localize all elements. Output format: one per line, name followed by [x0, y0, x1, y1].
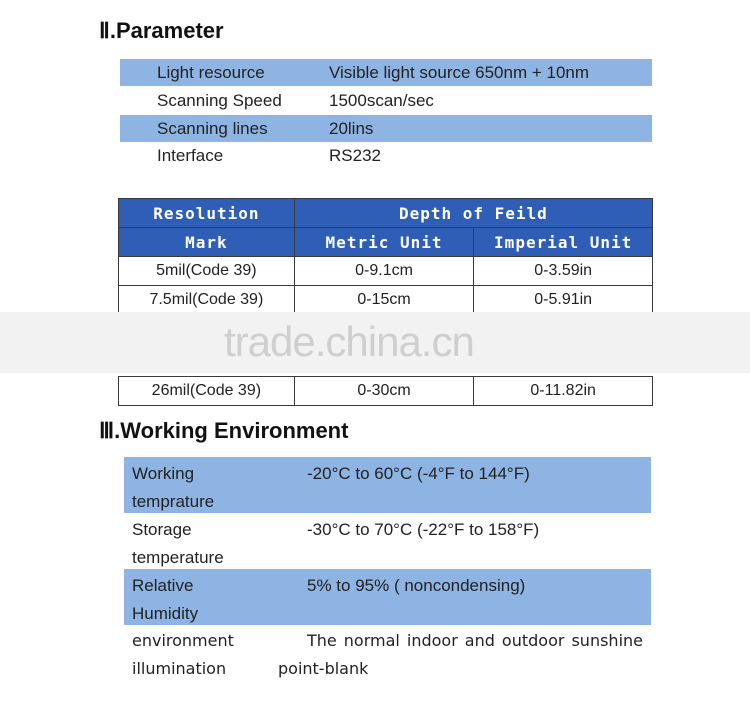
env-label-line2: temperature	[132, 548, 224, 567]
env-label-line1: Relative	[132, 576, 194, 595]
cell-metric: 0-30cm	[294, 377, 474, 406]
environment-heading: Ⅲ.Working Environment	[99, 418, 349, 443]
resolution-table	[118, 198, 653, 406]
cell-metric: 0-15cm	[294, 286, 474, 315]
param-value: 20lins	[329, 119, 374, 138]
param-row-light-resource	[120, 59, 652, 86]
watermark-text: trade.china.cn	[224, 318, 474, 365]
cell-imperial: 0-3.59in	[474, 257, 653, 286]
env-label-line1: environment	[132, 631, 234, 650]
header-resolution: Resolution	[119, 199, 295, 228]
param-label: Light resource	[157, 63, 265, 82]
cell-imperial: 0-5.91in	[474, 286, 653, 315]
env-value-line2: point-blank	[278, 659, 369, 678]
env-row-relative-humidity	[124, 569, 651, 625]
param-value: Visible light source 650nm + 10nm	[329, 63, 590, 82]
env-row-storage-temperature	[124, 513, 651, 569]
env-value-line1: The normal indoor and outdoor sunshine	[307, 631, 643, 650]
cell-mark: 7.5mil(Code 39)	[119, 286, 295, 315]
param-row-interface	[120, 142, 652, 169]
env-value: 5% to 95% ( noncondensing)	[307, 576, 526, 595]
cell-metric: 0-9.1cm	[294, 257, 474, 286]
cell-mark: 26mil(Code 39)	[119, 377, 295, 406]
env-label-line1: Storage	[132, 520, 192, 539]
env-label-line2: illumination	[132, 659, 227, 678]
param-value: 1500scan/sec	[329, 91, 434, 110]
param-label: Scanning lines	[157, 119, 268, 138]
table-row	[119, 286, 653, 315]
param-value: RS232	[329, 146, 381, 165]
cell-imperial: 0-11.82in	[474, 377, 653, 406]
param-row-scanning-speed	[120, 87, 652, 114]
param-label: Scanning Speed	[157, 91, 282, 110]
env-value: -20°C to 60°C (-4°F to 144°F)	[307, 464, 530, 483]
header-depth-of-field: Depth of Feild	[294, 199, 652, 228]
table-row	[119, 257, 653, 286]
env-label-line2: temprature	[132, 492, 215, 511]
env-row-illumination	[124, 624, 651, 680]
env-row-working-temperature	[124, 457, 651, 513]
header-imperial: Imperial Unit	[474, 228, 653, 257]
cell-mark: 5mil(Code 39)	[119, 257, 295, 286]
env-label-line1: Working	[132, 464, 195, 483]
header-metric: Metric Unit	[294, 228, 474, 257]
env-value: -30°C to 70°C (-22°F to 158°F)	[307, 520, 540, 539]
table-row	[119, 377, 653, 406]
param-label: Interface	[157, 146, 224, 165]
parameter-heading: Ⅱ.Parameter	[99, 18, 224, 43]
param-row-scanning-lines	[120, 115, 652, 142]
header-mark: Mark	[119, 228, 295, 257]
env-label-line2: Humidity	[132, 604, 199, 623]
